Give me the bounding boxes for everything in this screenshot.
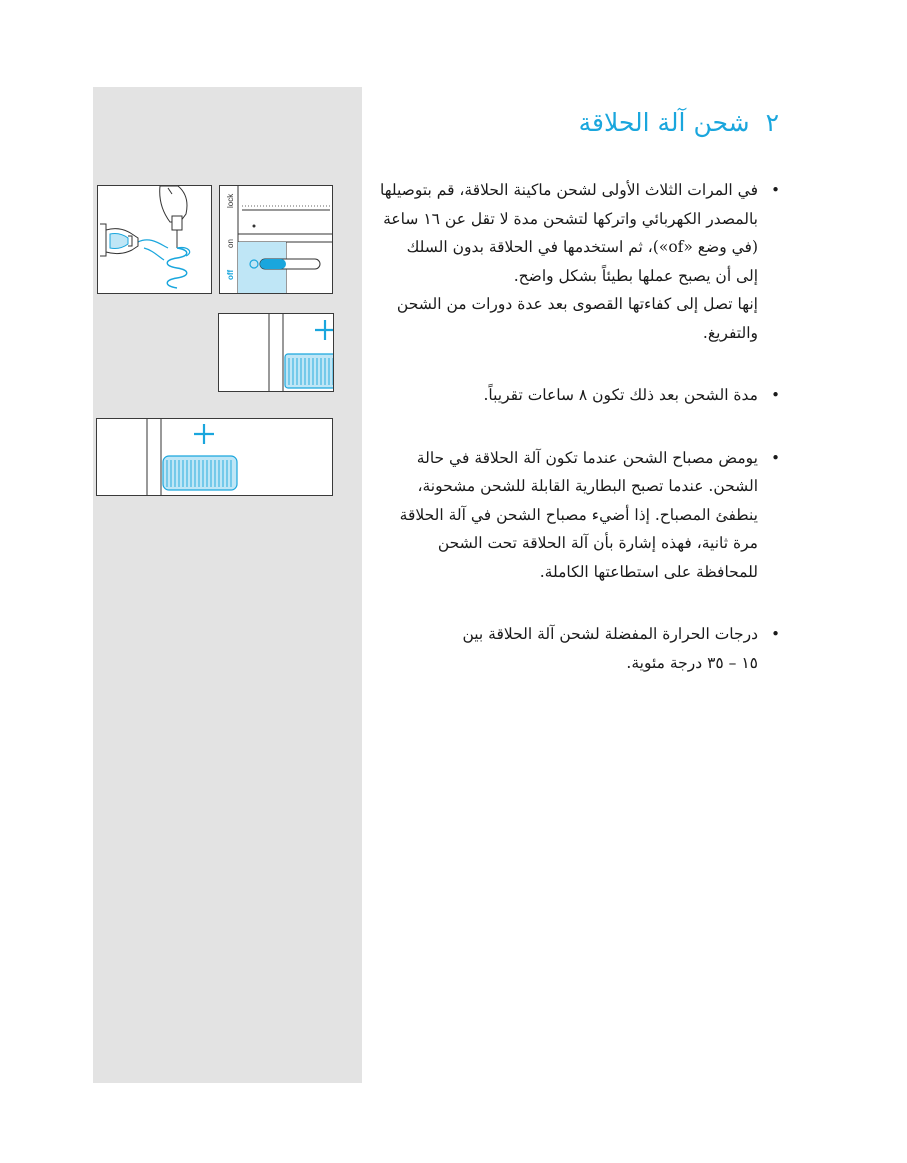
bullet-icon: • [771,386,780,404]
bullet-icon: • [771,181,780,199]
shaver-cord-illustration [97,185,212,294]
switch-panel-graphic [220,186,333,294]
off-label: off [226,269,235,280]
list-item [458,381,780,410]
lock-label: lock [226,193,235,208]
paragraph: درجات الحرارة المفضلة لشحن آلة الحلاقة بين ١٥ – ٣٥ درجة مئوية. [462,625,758,672]
charging-indicator-large [96,418,333,496]
switch-panel-illustration [219,185,333,294]
charging-bar-graphic-small [219,314,334,392]
charging-indicator-small [218,313,334,392]
section-title: شحن آلة الحلاقة [578,108,750,137]
list-item [380,444,780,587]
list-item [380,176,780,347]
list-item [458,620,780,677]
paragraph: إنها تصل إلى كفاءتها القصوى بعد عدة دورات من الشحن والتفريغ. [396,295,758,342]
plus-icon [315,320,334,340]
paragraph: مدة الشحن بعد ذلك تكون ٨ ساعات تقريباً. [483,386,758,404]
paragraph: يومض مصباح الشحن عندما تكون آلة الحلاقة في حالة الشحن. عندما تصبح البطارية القابلة للشحن مشحونة، ينطفئ المصباح. إذا أضيء مصباح الشحن في آلة الحلاقة مرة ثانية، فهذه إشارة بأن آلة الحلاقة تحت الشحن للمحافظة على استطاعتها الكاملة. [399,448,758,581]
on-label: on [226,239,235,248]
section-number: ٢ [765,108,779,137]
bullet-icon: • [771,448,780,467]
shaver-plug-graphic [98,186,212,294]
charging-bar-graphic-large [97,419,333,496]
section-heading [579,108,779,137]
paragraph: في المرات الثلاث الأولى لشحن ماكينة الحلاقة، قم بتوصيلها بالمصدر الكهربائي واتركها لتشحن مدة لا تقل عن ١٦ ساعة (في وضع «of»)، ثم استخدمها في الحلاقة بدون السلك إلى أن يصبح عملها بطيئاً بشكل واضح. [380,181,758,285]
instructions-list [380,176,780,703]
plus-icon [194,424,214,444]
bullet-icon: • [771,625,780,643]
